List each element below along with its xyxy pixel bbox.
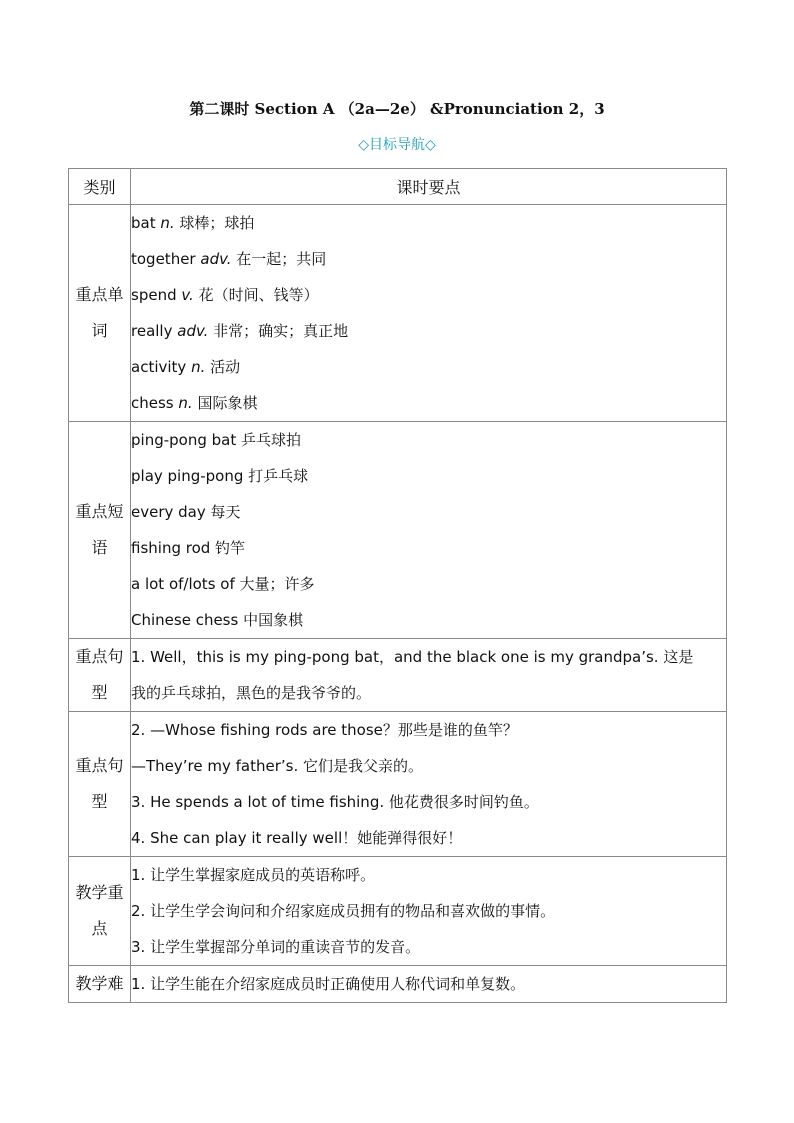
goal-navigation-heading: ◇目标导航◇ <box>358 137 436 153</box>
lesson-points-table <box>68 168 727 1003</box>
sentence-item: 1. Well，this is my ping-pong bat，and the black one is my grandpa’s. 这是 <box>131 648 694 666</box>
focus-item: 2. 让学生学会询问和介绍家庭成员拥有的物品和喜欢做的事情。 <box>131 902 556 920</box>
content-cell <box>131 966 727 1003</box>
content-cell <box>131 422 727 639</box>
table-row <box>69 712 727 857</box>
vocab-item: activity n. 活动 <box>131 358 241 376</box>
vocab-item: together adv. 在一起；共同 <box>131 250 327 268</box>
table-row <box>69 966 727 1003</box>
phrase-item: ping-pong bat 乒乓球拍 <box>131 431 301 449</box>
difficulty-item: 1. 让学生能在介绍家庭成员时正确使用人称代词和单复数。 <box>131 975 526 993</box>
category-cell: 教学重点 <box>69 857 131 966</box>
sentence-item: 我的乒乓球拍，黑色的是我爷爷的。 <box>131 684 372 702</box>
category-cell: 重点句型 <box>69 712 131 857</box>
table-header-row <box>69 169 727 205</box>
vocab-item: bat n. 球棒；球拍 <box>131 214 255 232</box>
sentence-item: 3. He spends a lot of time fishing. 他花费很多时间钓鱼。 <box>131 793 539 811</box>
category-cell: 重点单词 <box>69 205 131 422</box>
lesson-title: 第二课时 Section A （2a—2e） &Pronunciation 2，3 <box>189 100 605 118</box>
table-row <box>69 422 727 639</box>
content-cell <box>131 205 727 422</box>
category-cell: 教学难 <box>69 966 131 1003</box>
table-row <box>69 205 727 422</box>
vocab-item: chess n. 国际象棋 <box>131 394 258 412</box>
sentence-item: 2. —Whose fishing rods are those？那些是谁的鱼竿？ <box>131 721 518 739</box>
vocab-item: spend v. 花（时间、钱等） <box>131 286 319 304</box>
category-cell: 重点句型 <box>69 639 131 712</box>
content-cell <box>131 857 727 966</box>
sentence-item: —They’re my father’s. 它们是我父亲的。 <box>131 757 424 775</box>
focus-item: 1. 让学生掌握家庭成员的英语称呼。 <box>131 866 376 884</box>
phrase-item: every day 每天 <box>131 503 241 521</box>
focus-item: 3. 让学生掌握部分单词的重读音节的发音。 <box>131 938 421 956</box>
content-cell <box>131 639 727 712</box>
phrase-item: play ping-pong 打乒乓球 <box>131 467 309 485</box>
content-cell <box>131 712 727 857</box>
vocab-item: really adv. 非常；确实；真正地 <box>131 322 349 340</box>
table-row <box>69 857 727 966</box>
category-cell: 重点短语 <box>69 422 131 639</box>
header-lesson-points: 课时要点 <box>131 169 727 205</box>
phrase-item: a lot of/lots of 大量；许多 <box>131 575 315 593</box>
header-category: 类别 <box>69 169 131 205</box>
table-row <box>69 639 727 712</box>
phrase-item: fishing rod 钓竿 <box>131 539 246 557</box>
phrase-item: Chinese chess 中国象棋 <box>131 611 304 629</box>
sentence-item: 4. She can play it really well！她能弹得很好！ <box>131 829 463 847</box>
